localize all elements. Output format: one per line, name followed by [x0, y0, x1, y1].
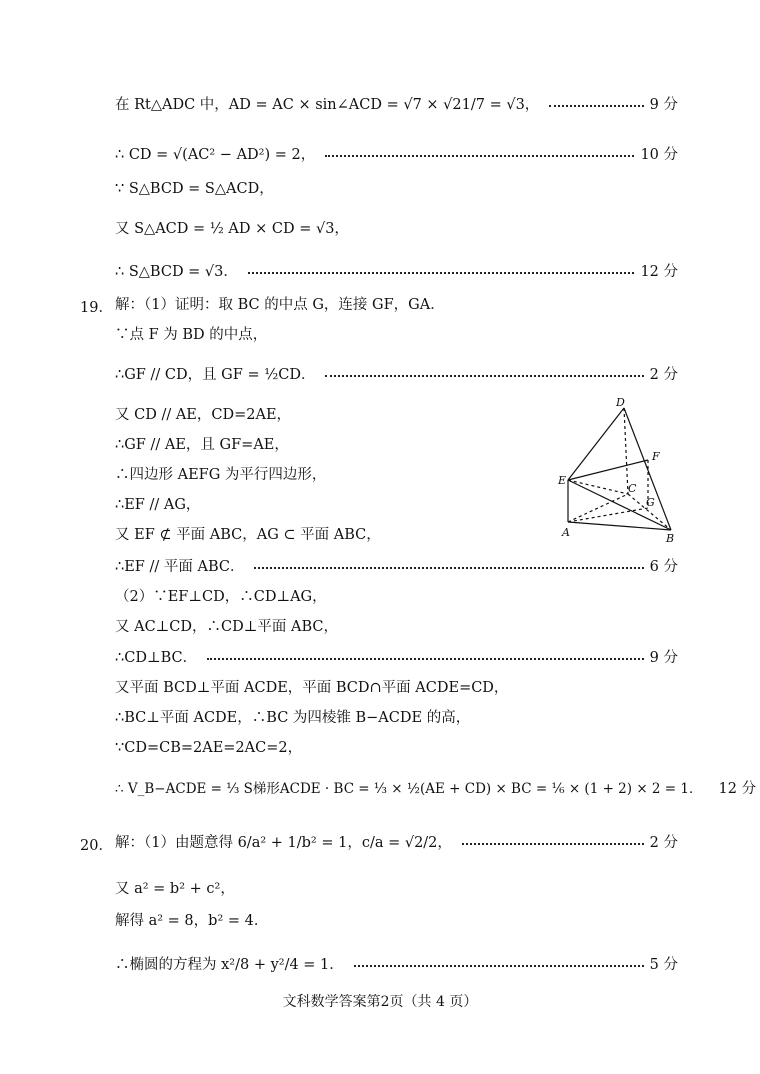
line-17: [115, 643, 678, 669]
line-7: [115, 320, 678, 346]
line-text: 又 a² = b² + c²，: [115, 880, 235, 897]
label-G: G: [646, 496, 655, 509]
line-text: ∵CD=CB=2AE=2AC=2，: [115, 739, 303, 756]
line-2: [115, 140, 678, 166]
leader-dots: [462, 843, 644, 845]
edge-EF: [568, 460, 648, 480]
edge-EC: [568, 480, 628, 494]
line-text: 又 AC⊥CD，∴CD⊥平面 ABC，: [115, 618, 338, 635]
line-text: ∴椭圆的方程为 x²/8 + y²/4 = 1．: [115, 956, 344, 973]
line-text: ∵点 F 为 BD 的中点，: [115, 326, 268, 343]
label-C: C: [628, 482, 637, 495]
label-B: B: [666, 532, 675, 545]
question-number-20: 20．: [80, 838, 113, 854]
score: 9 分: [649, 649, 678, 666]
line-16: [115, 612, 678, 638]
score: 9 分: [649, 96, 678, 113]
score: 10 分: [640, 146, 678, 163]
line-text: 又 EF ⊄ 平面 ABC，AG ⊂ 平面 ABC，: [115, 526, 381, 543]
line-text: 又 S△ACD = ½ AD × CD = √3，: [115, 220, 349, 237]
line-8: [115, 360, 678, 386]
leader-dots: [254, 567, 643, 569]
leader-dots: [248, 272, 635, 274]
question-number-19: 19．: [80, 300, 113, 316]
line-text: 在 Rt△ADC 中，AD = AC × sin∠ACD = √7 × √21/7 = √3，: [115, 96, 540, 113]
line-text: 又平面 BCD⊥平面 ACDE，平面 BCD∩平面 ACDE=CD，: [115, 679, 509, 696]
line-13: [115, 520, 550, 546]
line-4: [115, 214, 678, 240]
line-text: ∴BC⊥平面 ACDE，∴BC 为四棱锥 B−ACDE 的高，: [115, 709, 471, 726]
line-12: [115, 490, 550, 516]
score: 12 分: [640, 263, 678, 280]
line-6: [115, 290, 678, 316]
leader-dots: [207, 658, 644, 660]
line-text: 解：（1）由题意得 6/a² + 1/b² = 1，c/a = √2/2，: [115, 834, 452, 851]
edge-AC: [568, 494, 628, 522]
label-A: A: [562, 526, 570, 539]
edge-AB: [568, 522, 671, 530]
line-text: ∴EF // 平面 ABC．: [115, 558, 245, 575]
line-1: [115, 90, 678, 116]
leader-dots: [549, 105, 643, 107]
line-22: [115, 828, 678, 854]
line-text: ∴四边形 AEFG 为平行四边形，: [115, 466, 327, 483]
geometry-figure: [556, 396, 686, 546]
line-text: 解得 a² = 8，b² = 4．: [115, 912, 269, 929]
line-text: ∴ V_B−ACDE = ⅓ S梯形ACDE · BC = ⅓ × ½(AE + CD) × BC = ⅙ × (1 + 2) × 2 = 1．: [115, 781, 703, 797]
line-text: ∴EF // AG，: [115, 496, 201, 513]
line-25: [115, 950, 678, 976]
line-9: [115, 400, 550, 426]
edge-DE: [568, 408, 624, 480]
line-14: [115, 552, 678, 578]
label-E: E: [558, 474, 567, 487]
line-text: ∴ S△BCD = √3．: [115, 263, 238, 280]
line-3: [115, 174, 678, 200]
line-text: ∴GF // AE，且 GF=AE，: [115, 436, 289, 453]
label-D: D: [616, 396, 625, 409]
score: 12 分: [718, 780, 757, 797]
line-text: ∴GF // CD，且 GF = ½CD．: [115, 366, 316, 383]
line-19: [115, 703, 678, 729]
line-18: [115, 673, 678, 699]
label-F: F: [652, 450, 660, 463]
score: 6 分: [649, 558, 678, 575]
page-footer: 文科数学答案第2页（共 4 页）: [282, 994, 478, 1010]
line-21: [115, 774, 757, 800]
score: 5 分: [649, 956, 678, 973]
line-15: [115, 582, 678, 608]
line-text: ∵ S△BCD = S△ACD，: [115, 180, 274, 197]
line-text: ∴ CD = √(AC² − AD²) = 2，: [115, 146, 316, 163]
leader-dots: [354, 965, 644, 967]
line-10: [115, 430, 550, 456]
leader-dots: [325, 155, 634, 157]
edge-EB: [568, 480, 671, 530]
line-23: [115, 874, 678, 900]
leader-dots: [325, 375, 643, 377]
score: 2 分: [649, 834, 678, 851]
line-24: [115, 906, 678, 932]
line-text: （2）∵EF⊥CD，∴CD⊥AG，: [115, 588, 327, 605]
line-20: [115, 733, 678, 759]
line-text: 解：（1）证明：取 BC 的中点 G，连接 GF，GA．: [115, 296, 445, 313]
line-5: [115, 257, 678, 283]
line-text: 又 CD // AE，CD=2AE，: [115, 406, 292, 423]
line-11: [115, 460, 550, 486]
edge-AG: [568, 508, 648, 522]
score: 2 分: [649, 366, 678, 383]
line-text: ∴CD⊥BC．: [115, 649, 198, 666]
